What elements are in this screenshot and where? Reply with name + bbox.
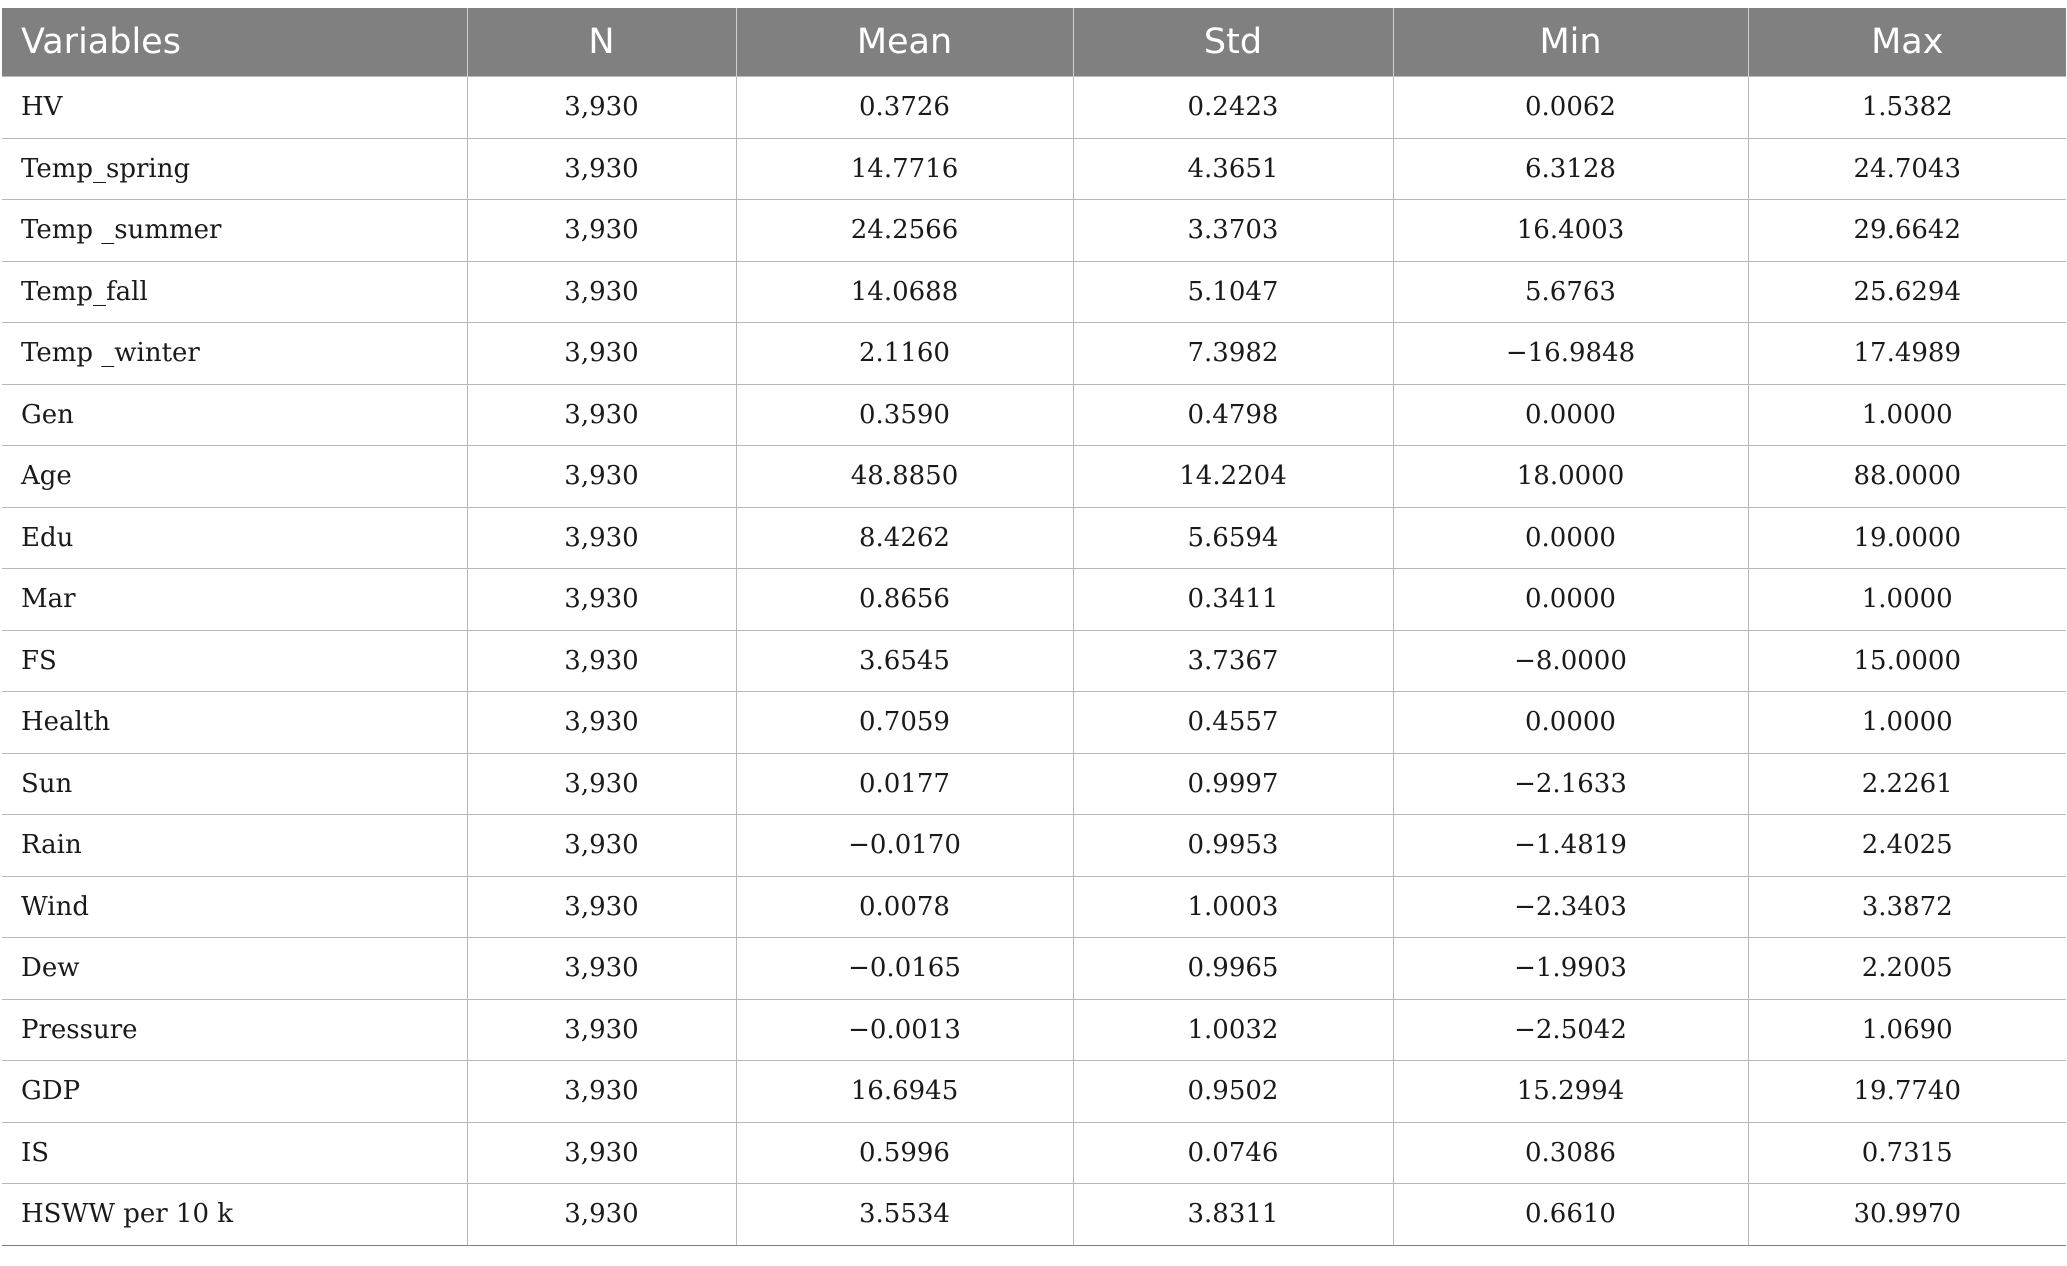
cell-n: 3,930 — [467, 261, 736, 323]
cell-std: 5.1047 — [1073, 261, 1393, 323]
table-row — [2, 753, 2066, 815]
cell-variable: Age — [2, 446, 467, 508]
cell-min: −2.1633 — [1393, 753, 1748, 815]
cell-mean: 2.1160 — [736, 323, 1073, 385]
statistics-table-container — [2, 8, 2066, 1246]
table-row — [2, 261, 2066, 323]
cell-min: −1.4819 — [1393, 815, 1748, 877]
cell-variable: Edu — [2, 507, 467, 569]
cell-n: 3,930 — [467, 446, 736, 508]
cell-n: 3,930 — [467, 323, 736, 385]
cell-std: 5.6594 — [1073, 507, 1393, 569]
cell-n: 3,930 — [467, 753, 736, 815]
cell-std: 0.3411 — [1073, 569, 1393, 631]
cell-mean: 0.7059 — [736, 692, 1073, 754]
table-row — [2, 692, 2066, 754]
cell-n: 3,930 — [467, 692, 736, 754]
header-n: N — [467, 8, 736, 77]
table-row — [2, 630, 2066, 692]
cell-std: 0.0746 — [1073, 1122, 1393, 1184]
cell-n: 3,930 — [467, 200, 736, 262]
cell-min: 0.6610 — [1393, 1184, 1748, 1246]
cell-min: 18.0000 — [1393, 446, 1748, 508]
cell-max: 1.0000 — [1748, 692, 2066, 754]
cell-max: 1.5382 — [1748, 77, 2066, 139]
table-row — [2, 323, 2066, 385]
cell-mean: 14.7716 — [736, 138, 1073, 200]
table-row — [2, 569, 2066, 631]
table-row — [2, 815, 2066, 877]
cell-mean: 0.0177 — [736, 753, 1073, 815]
cell-mean: 0.5996 — [736, 1122, 1073, 1184]
cell-std: 0.9953 — [1073, 815, 1393, 877]
cell-mean: −0.0013 — [736, 999, 1073, 1061]
header-row — [2, 8, 2066, 77]
cell-max: 25.6294 — [1748, 261, 2066, 323]
cell-variable: Temp_fall — [2, 261, 467, 323]
cell-n: 3,930 — [467, 938, 736, 1000]
cell-variable: GDP — [2, 1061, 467, 1123]
cell-max: 1.0000 — [1748, 569, 2066, 631]
header-max: Max — [1748, 8, 2066, 77]
cell-mean: 48.8850 — [736, 446, 1073, 508]
cell-std: 0.4798 — [1073, 384, 1393, 446]
cell-variable: Temp _summer — [2, 200, 467, 262]
descriptive-statistics-table — [2, 8, 2066, 1246]
table-row — [2, 938, 2066, 1000]
cell-std: 0.9997 — [1073, 753, 1393, 815]
cell-std: 3.7367 — [1073, 630, 1393, 692]
cell-max: 19.7740 — [1748, 1061, 2066, 1123]
cell-mean: −0.0165 — [736, 938, 1073, 1000]
cell-mean: 0.3590 — [736, 384, 1073, 446]
cell-variable: Temp _winter — [2, 323, 467, 385]
cell-max: 88.0000 — [1748, 446, 2066, 508]
cell-max: 19.0000 — [1748, 507, 2066, 569]
cell-min: 0.0000 — [1393, 384, 1748, 446]
cell-mean: 0.8656 — [736, 569, 1073, 631]
cell-min: −2.3403 — [1393, 876, 1748, 938]
cell-variable: Rain — [2, 815, 467, 877]
cell-n: 3,930 — [467, 630, 736, 692]
cell-min: 0.0000 — [1393, 692, 1748, 754]
cell-variable: Temp_spring — [2, 138, 467, 200]
cell-max: 24.7043 — [1748, 138, 2066, 200]
cell-max: 29.6642 — [1748, 200, 2066, 262]
cell-max: 0.7315 — [1748, 1122, 2066, 1184]
cell-n: 3,930 — [467, 1061, 736, 1123]
cell-n: 3,930 — [467, 1122, 736, 1184]
cell-max: 17.4989 — [1748, 323, 2066, 385]
cell-variable: FS — [2, 630, 467, 692]
cell-std: 3.8311 — [1073, 1184, 1393, 1246]
cell-variable: HV — [2, 77, 467, 139]
cell-variable: Dew — [2, 938, 467, 1000]
table-header — [2, 8, 2066, 77]
cell-mean: 14.0688 — [736, 261, 1073, 323]
cell-std: 0.9502 — [1073, 1061, 1393, 1123]
cell-min: 0.0062 — [1393, 77, 1748, 139]
cell-n: 3,930 — [467, 569, 736, 631]
cell-min: 5.6763 — [1393, 261, 1748, 323]
cell-mean: 24.2566 — [736, 200, 1073, 262]
cell-std: 7.3982 — [1073, 323, 1393, 385]
cell-min: 6.3128 — [1393, 138, 1748, 200]
cell-n: 3,930 — [467, 876, 736, 938]
table-row — [2, 507, 2066, 569]
header-min: Min — [1393, 8, 1748, 77]
cell-max: 3.3872 — [1748, 876, 2066, 938]
header-variables: Variables — [2, 8, 467, 77]
cell-min: 0.0000 — [1393, 507, 1748, 569]
cell-std: 3.3703 — [1073, 200, 1393, 262]
header-mean: Mean — [736, 8, 1073, 77]
table-row — [2, 999, 2066, 1061]
cell-variable: Gen — [2, 384, 467, 446]
cell-max: 1.0000 — [1748, 384, 2066, 446]
cell-n: 3,930 — [467, 384, 736, 446]
cell-min: 16.4003 — [1393, 200, 1748, 262]
cell-n: 3,930 — [467, 815, 736, 877]
cell-std: 1.0032 — [1073, 999, 1393, 1061]
cell-std: 14.2204 — [1073, 446, 1393, 508]
cell-max: 2.4025 — [1748, 815, 2066, 877]
cell-n: 3,930 — [467, 1184, 736, 1246]
cell-min: −2.5042 — [1393, 999, 1748, 1061]
cell-max: 15.0000 — [1748, 630, 2066, 692]
table-body — [2, 77, 2066, 1246]
table-row — [2, 1184, 2066, 1246]
table-row — [2, 446, 2066, 508]
table-row — [2, 200, 2066, 262]
cell-mean: 16.6945 — [736, 1061, 1073, 1123]
cell-std: 0.4557 — [1073, 692, 1393, 754]
cell-min: −8.0000 — [1393, 630, 1748, 692]
cell-mean: 3.6545 — [736, 630, 1073, 692]
cell-variable: Pressure — [2, 999, 467, 1061]
cell-min: −16.9848 — [1393, 323, 1748, 385]
cell-min: 15.2994 — [1393, 1061, 1748, 1123]
cell-variable: HSWW per 10 k — [2, 1184, 467, 1246]
cell-n: 3,930 — [467, 138, 736, 200]
cell-n: 3,930 — [467, 77, 736, 139]
cell-std: 0.9965 — [1073, 938, 1393, 1000]
cell-mean: −0.0170 — [736, 815, 1073, 877]
cell-mean: 0.3726 — [736, 77, 1073, 139]
header-std: Std — [1073, 8, 1393, 77]
cell-max: 1.0690 — [1748, 999, 2066, 1061]
cell-variable: Wind — [2, 876, 467, 938]
cell-min: 0.0000 — [1393, 569, 1748, 631]
table-row — [2, 1061, 2066, 1123]
cell-max: 2.2261 — [1748, 753, 2066, 815]
cell-max: 30.9970 — [1748, 1184, 2066, 1246]
cell-min: −1.9903 — [1393, 938, 1748, 1000]
cell-std: 4.3651 — [1073, 138, 1393, 200]
cell-min: 0.3086 — [1393, 1122, 1748, 1184]
table-row — [2, 384, 2066, 446]
cell-mean: 8.4262 — [736, 507, 1073, 569]
cell-max: 2.2005 — [1748, 938, 2066, 1000]
cell-variable: IS — [2, 1122, 467, 1184]
cell-std: 1.0003 — [1073, 876, 1393, 938]
cell-variable: Sun — [2, 753, 467, 815]
table-row — [2, 876, 2066, 938]
cell-variable: Health — [2, 692, 467, 754]
table-row — [2, 1122, 2066, 1184]
cell-mean: 0.0078 — [736, 876, 1073, 938]
table-row — [2, 77, 2066, 139]
cell-variable: Mar — [2, 569, 467, 631]
cell-n: 3,930 — [467, 999, 736, 1061]
table-row — [2, 138, 2066, 200]
cell-std: 0.2423 — [1073, 77, 1393, 139]
cell-mean: 3.5534 — [736, 1184, 1073, 1246]
cell-n: 3,930 — [467, 507, 736, 569]
